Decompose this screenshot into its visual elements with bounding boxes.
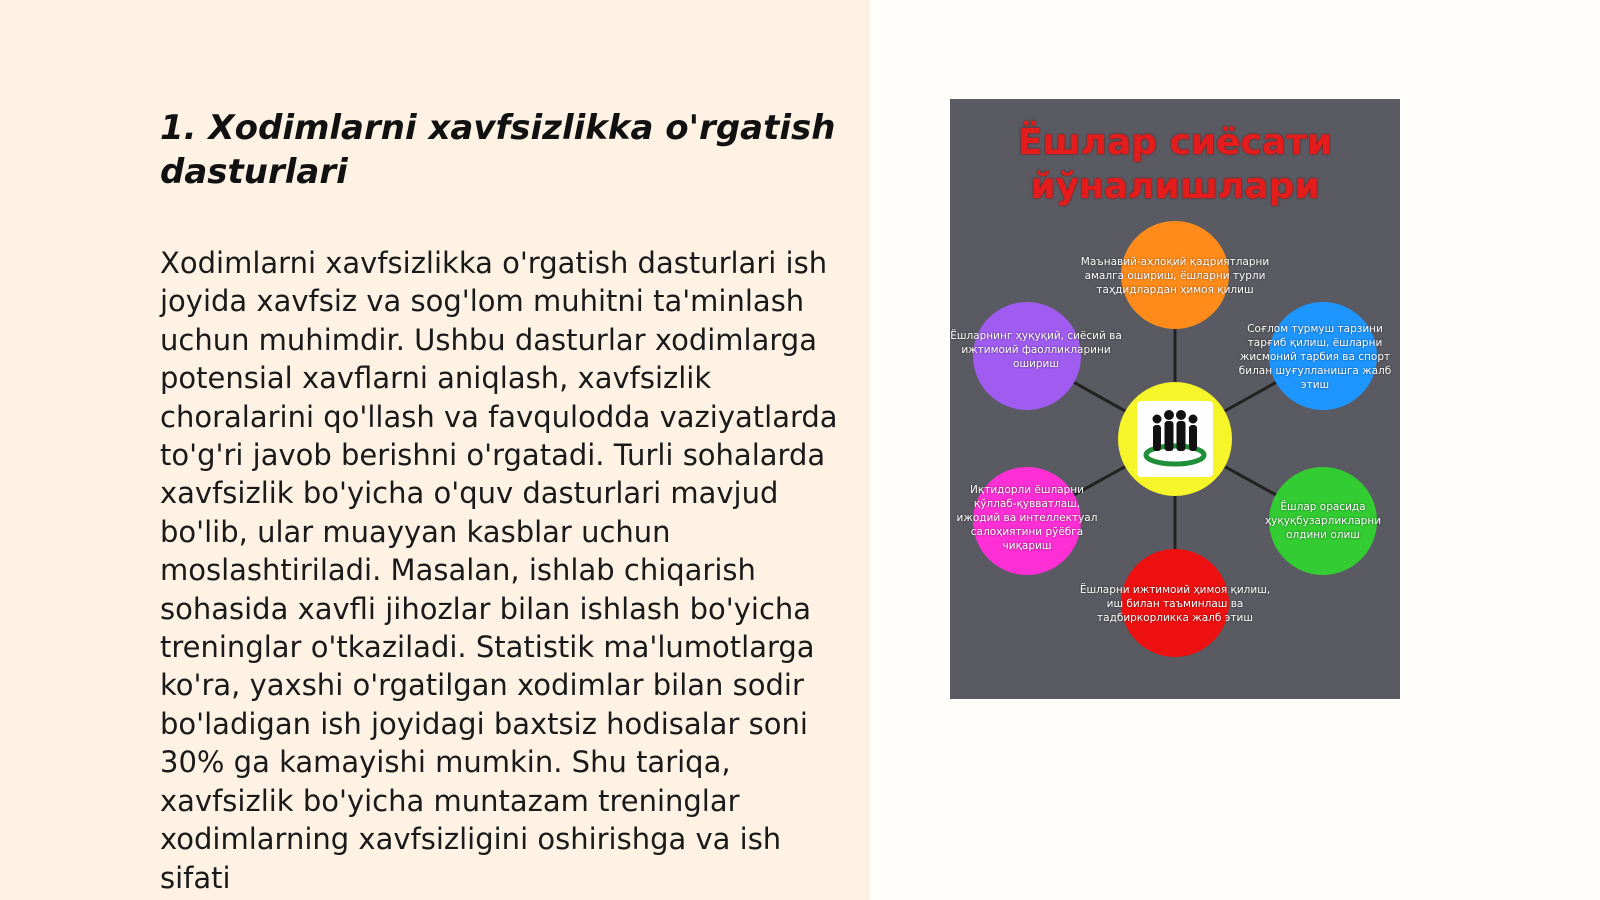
- poster-title: Ёшлар сиёсати йўналишлари: [1017, 122, 1333, 207]
- node-label-bottom-right: Ёшлар орасида ҳуқуқбузарликларни олдини олиш: [1264, 501, 1382, 541]
- node-label-bottom-left: Иқтидорли ёшларни қўллаб-қувватлаш, ижодий ва интеллектуал салоҳиятини рўёбга чиқариш: [956, 484, 1098, 552]
- node-label-bottom: Ёшларни ижтимоий ҳимоя қилиш, иш билан таъминлаш ва тадбиркорликка жалб этиш: [1079, 584, 1271, 624]
- node-label-top-right: Соғлом турмуш тарзини тарғиб қилиш, ёшларни жисмоний тарбия ва спорт билан шуғулланишга жалб этиш: [1238, 323, 1392, 391]
- youth-policy-poster: [950, 99, 1400, 699]
- slide-title: 1. Xodimlarni xavfsizlikka o'rgatish dasturlari: [160, 108, 836, 192]
- people-group-icon: [1137, 401, 1213, 477]
- node-label-top-left: Ёшларнинг ҳуқуқий, сиёсий ва ижтимоий фаолликларини ошириш: [950, 330, 1122, 370]
- body-paragraph: Xodimlarni xavfsizlikka o'rgatish dasturlari ish joyida xavfsiz va sog'lom muhitni ta'minlash uchun muhimdir. Ushbu dasturlar xodimlarga potensial xavflarni aniqlash, xavfsizlik choralarini qo'llash va favqulodda vaziyatlarda to'g'ri javob berishni o'rgatadi. Turli sohalarda xavfsizlik bo'yicha o'quv dasturlari mavjud bo'lib, ular muayyan kasblar uchun moslashtiriladi. Masalan, ishlab chiqarish sohasida xavfli jihozlar bilan ishlash bo'yicha treninglar o'tkaziladi. Statistik ma'lumotlarga ko'ra, yaxshi o'rgatilgan xodimlar bilan sodir bo'ladigan ish joyidagi baxtsiz hodisalar soni 30% ga kamayishi mumkin. Shu tariqa, xavfsizlik bo'yicha muntazam treninglar xodimlarning xavfsizligini oshirishga va ish sifati: [160, 246, 838, 895]
- node-label-top: Маънавий-ахлоқий қадриятларни амалга ошириш, ёшларни турли таҳдидлардан ҳимоя қилиш: [1080, 256, 1270, 296]
